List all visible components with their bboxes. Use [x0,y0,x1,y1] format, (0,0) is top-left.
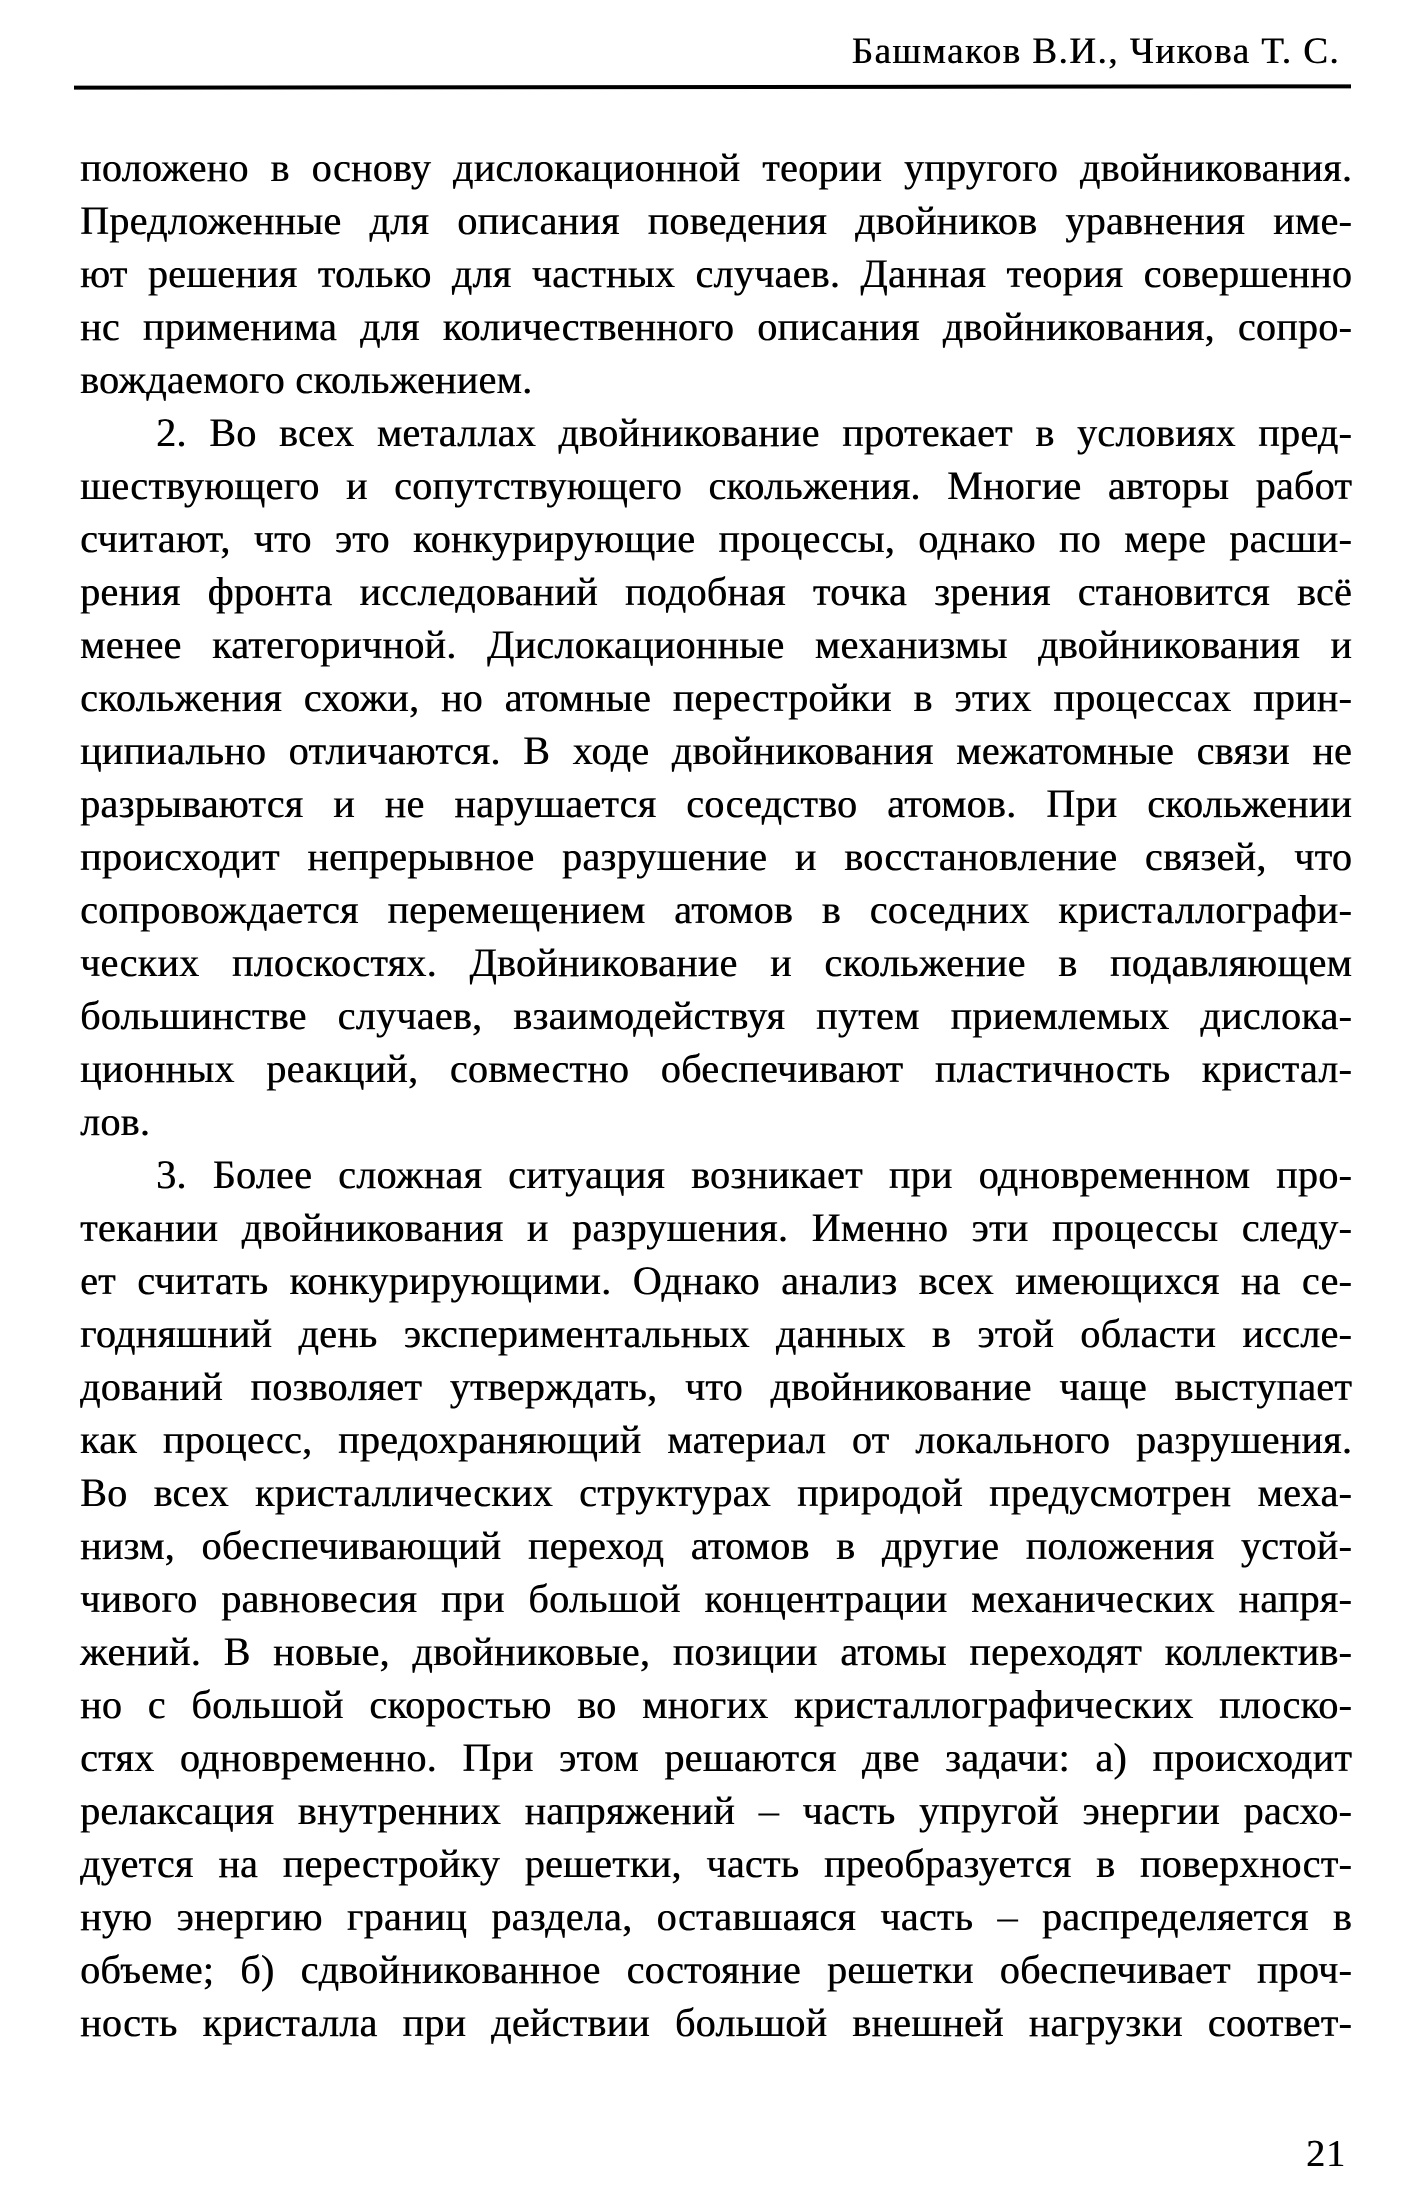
text-line: но с большой скоростью во многих кристаллографических плоско- [80,1682,1352,1727]
text-line: ческих плоскостях. Двойникование и скольжение в подавляющем [80,940,1352,985]
text-line: считают, что это конкурирующие процессы, однако по мере расши- [80,516,1352,561]
text-line: 3. Более сложная ситуация возникает при одновременном про- [156,1152,1352,1197]
text-line: большинстве случаев, взаимодействуя путем приемлемых дислока- [80,993,1352,1038]
text-line: ют решения только для частных случаев. Данная теория совершенно [80,251,1352,296]
text-line: 2. Во всех металлах двойникование протекает в условиях пред- [156,410,1352,455]
text-line: менее категоричной. Дислокационные механизмы двойникования и [80,622,1352,667]
page-body-text [80,141,1352,2049]
text-line: лов. [80,1099,151,1144]
text-line: низм, обеспечивающий переход атомов в другие положения устой- [80,1523,1352,1568]
text-line: Предложенные для описания поведения двойников уравнения име- [80,198,1352,243]
text-line: дуется на перестройку решетки, часть преобразуется в поверхност- [80,1841,1352,1886]
text-line: положено в основу дислокационной теории упругого двойникования. [80,145,1352,190]
text-line: годняшний день экспериментальных данных в этой области иссле- [80,1311,1352,1356]
text-line: ную энергию границ раздела, оставшаяся часть – распределяется в [80,1894,1352,1939]
running-head-authors: Башмаков В.И., Чикова Т. С. [851,31,1340,72]
text-line: шествующего и сопутствующего скольжения. Многие авторы работ [80,463,1352,508]
text-line: релаксация внутренних напряжений – часть упругой энергии расхо- [80,1788,1352,1833]
text-line: скольжения схожи, но атомные перестройки в этих процессах прин- [80,675,1352,720]
text-line: жений. В новые, двойниковые, позиции атомы переходят коллектив- [80,1629,1352,1674]
text-line: рения фронта исследований подобная точка зрения становится всё [80,569,1352,614]
text-line: как процесс, предохраняющий материал от локального разрушения. [80,1417,1352,1462]
text-line: сопровождается перемещением атомов в соседних кристаллографи- [80,887,1352,932]
text-line: чивого равновесия при большой концентрации механических напря- [80,1576,1352,1621]
text-line: ность кристалла при действии большой внешней нагрузки соответ- [80,2000,1352,2045]
text-line: разрываются и не нарушается соседство атомов. При скольжении [80,781,1352,826]
text-line: происходит непрерывное разрушение и восстановление связей, что [80,834,1352,879]
text-line: дований позволяет утверждать, что двойникование чаще выступает [80,1364,1352,1409]
text-line: ет считать конкурирующими. Однако анализ всех имеющихся на се- [80,1258,1352,1303]
text-line: Во всех кристаллических структурах природой предусмотрен меха- [80,1470,1352,1515]
text-line: стях одновременно. При этом решаются две задачи: а) происходит [80,1735,1352,1780]
text-line: ципиально отличаются. В ходе двойникования межатомные связи не [80,728,1352,773]
text-line: объеме; б) сдвойникованное состояние решетки обеспечивает проч- [80,1947,1352,1992]
header-rule [74,84,1351,89]
text-line: ционных реакций, совместно обеспечивают пластичность кристал- [80,1046,1352,1091]
page-number: 21 [1306,2133,1346,2175]
text-line: вождаемого скольжением. [80,357,533,402]
text-line: текании двойникования и разрушения. Именно эти процессы следу- [80,1205,1352,1250]
text-line: нс применима для количественного описания двойникования, сопро- [80,304,1352,349]
